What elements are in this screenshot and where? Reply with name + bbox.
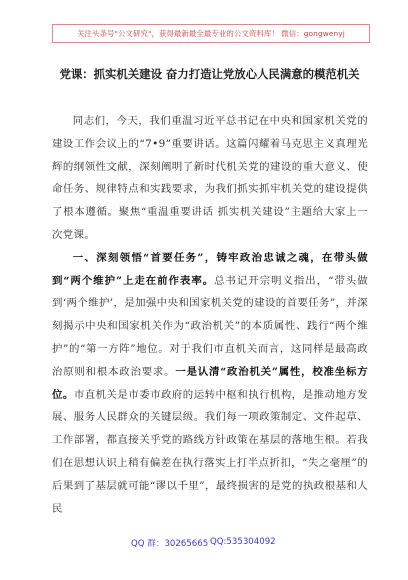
text-run: 市直机关是市委市政府的运转中枢和执行机构，是推动地方发展、服务人民群众的关键层级。我们每一项政策制定、文件起草、工作部署，都直接关乎党的路线方针政策在基层的落地生根。若我们在思想认识上稍有偏差在执行落实上打半点折扣，“失之毫厘”的后果到了基层就可能“谬以千里”，最终损害的是党的执政根基和人民 <box>52 388 368 515</box>
page-footer <box>0 537 408 551</box>
text-run: 同志们，今天，我们重温习近平总书记在中央和国家机关党的建设工作会议上的“7•9”重要讲话。这篇闪耀着马克思主义真理光辉的纲领性文献，深刻阐明了新时代机关党的建设的重大意义、使命任务、规律特点和实践要求，为我们抓实抓牢机关党的建设提供了根本遵循。聚焦“重温重要讲话 抓实机关建设”主题给大家上一次党课。 <box>52 115 368 241</box>
qq-group-number: QQ 群：30265665 <box>131 539 209 549</box>
body-paragraph <box>52 110 368 247</box>
body-paragraph <box>52 247 368 521</box>
bold-text-run: 一、深刻领悟“首要任务”，铸牢政治忠诚之魂，在带头做到“两个维护”上走在前作表率。 <box>52 251 368 287</box>
text-run: 总书记开宗明义指出，“带头做到‘两个维护’，是加强中央和国家机关党的建设的首要任务”，并深刻揭示中央和国家机关作为“政治机关”的本质属性、践行“两个维护”的“第一方阵”地位。对于我们市直机关而言，这同样是最高政治原则和根本政治要求。 <box>52 274 368 378</box>
qq-contact-number: QQ:535304092 <box>210 537 276 547</box>
header-banner <box>52 24 370 43</box>
banner-text: 关注头条号"公文研究"，获得最新最全最专业的公文资料库！ 微信：gongwenyj <box>77 29 345 38</box>
document-title: 党课：抓实机关建设 奋力打造让党放心人民满意的模范机关 <box>59 67 360 81</box>
document-body <box>52 110 368 520</box>
bold-text-run: 一是认清“政治机关”属性，校准坐标方位。 <box>52 365 368 401</box>
